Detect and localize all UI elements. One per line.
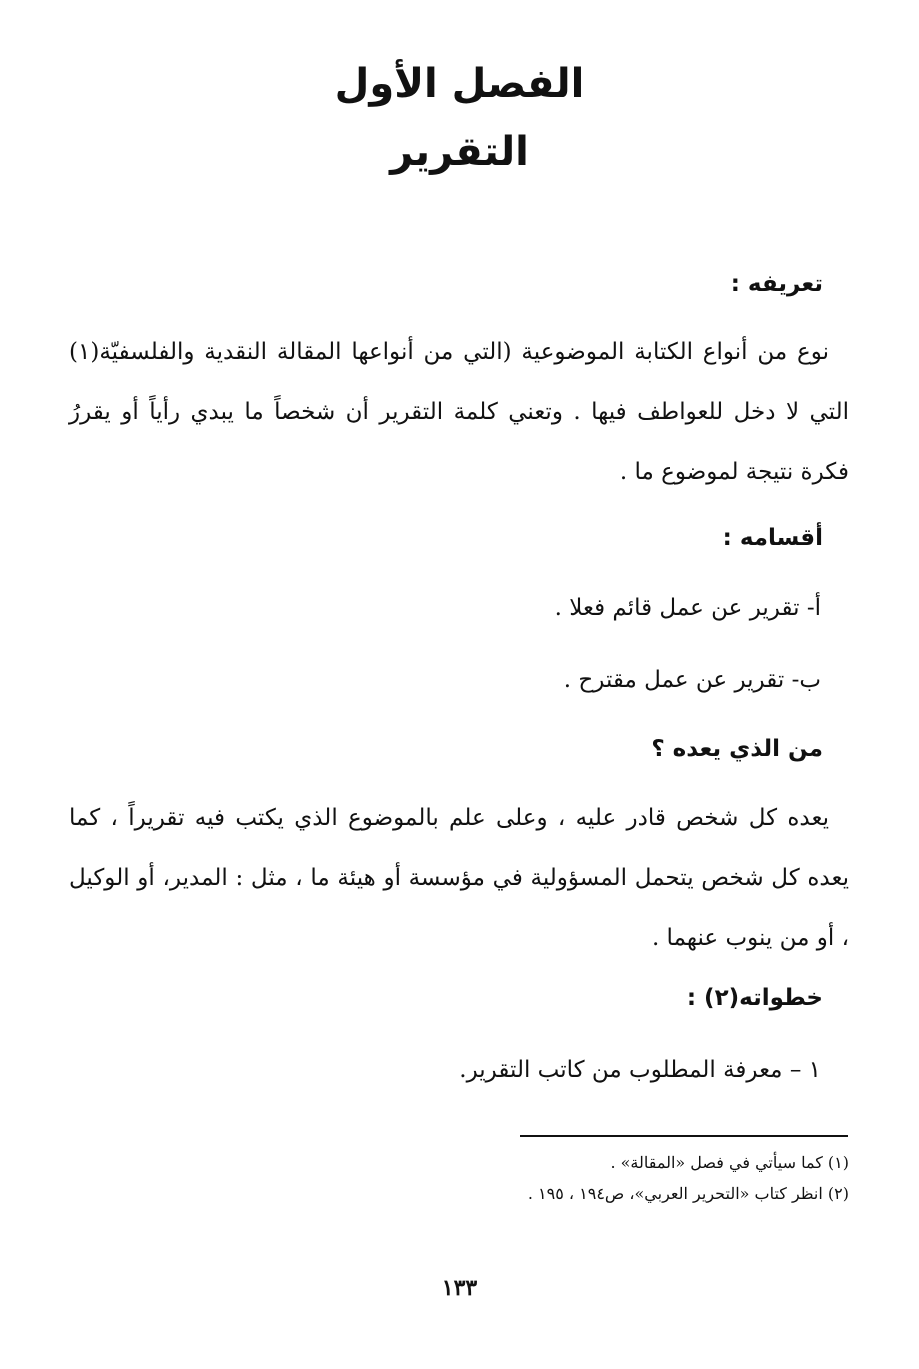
footnote-1: (١) كما سيأتي في فصل «المقالة» . [610, 1153, 849, 1172]
division-item-b: ب- تقرير عن عمل مقترح . [563, 667, 821, 693]
steps-heading: خطواته(٢) : [686, 985, 823, 1011]
definition-heading: تعريفه : [730, 271, 823, 297]
footnote-2: (٢) انظر كتاب «التحرير العربي»، ص١٩٤ ، ١٩٥ . [527, 1184, 849, 1203]
preparer-paragraph [69, 788, 849, 968]
footnote-divider [520, 1135, 848, 1137]
preparer-heading: من الذي يعده ؟ [651, 736, 823, 762]
division-item-a: أ- تقرير عن عمل قائم فعلا . [554, 595, 821, 621]
preparer-text: يعده كل شخص قادر عليه ، وعلى علم بالموضوع الذي يكتب فيه تقريراً ، كما يعده كل شخص يتحمل المسؤولية في مؤسسة أو هيئة ما ، مثل : المدير، أو الوكيل ، أو من ينوب عنهما . [69, 805, 849, 951]
definition-paragraph [69, 322, 849, 502]
chapter-subtitle: التقرير [390, 129, 529, 175]
chapter-title: الفصل الأول [334, 61, 585, 107]
definition-text: نوع من أنواع الكتابة الموضوعية (التي من أنواعها المقالة النقدية والفلسفيّة(١) التي لا دخل للعواطف فيها . وتعني كلمة التقرير أن شخصاً ما يبدي رأياً أو يقررُ فكرة نتيجة لموضوع ما . [69, 339, 849, 485]
step-item-1: ١ – معرفة المطلوب من كاتب التقرير. [459, 1057, 821, 1083]
divisions-heading: أقسامه : [722, 525, 823, 551]
page-number: ١٣٣ [441, 1275, 478, 1301]
